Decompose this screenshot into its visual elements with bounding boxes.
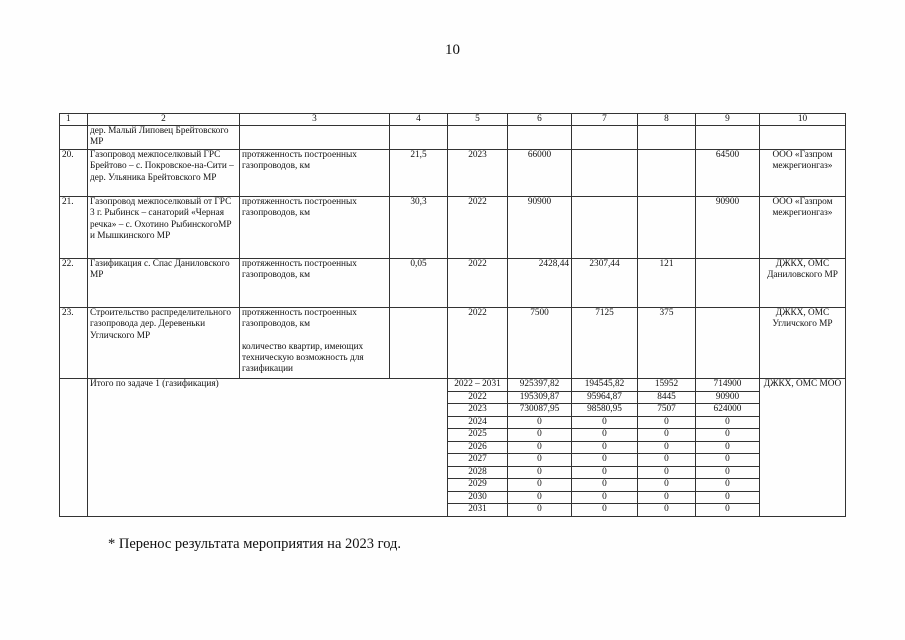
cell: 2022 [448,197,508,259]
cell: 0 [572,429,638,442]
header-cell: 3 [240,114,390,126]
cell [696,308,760,379]
cell: 0 [508,466,572,479]
total-year: 2024 [448,416,508,429]
total-year: 2022 [448,391,508,404]
cell: 90900 [696,391,760,404]
cell: 194545,82 [572,379,638,392]
indicator: протяженность построенных газопроводов, км [240,150,390,197]
cell [508,126,572,150]
activity-name: дер. Малый Липовец Брейтовского МР [88,126,240,150]
total-year: 2023 [448,404,508,417]
total-year: 2028 [448,466,508,479]
total-year: 2030 [448,491,508,504]
activity-name: Строительство распределительного газопровода дер. Деревеньки Угличского МР [88,308,240,379]
cell: 0 [638,466,696,479]
cell: 0 [508,441,572,454]
row-number: 23. [60,308,88,379]
cell: 90900 [508,197,572,259]
total-year: 2025 [448,429,508,442]
total-year: 2031 [448,504,508,517]
cell [390,126,448,150]
header-cell: 6 [508,114,572,126]
cell: 2428,44 [508,259,572,308]
page-number: 10 [445,42,460,58]
cell [696,126,760,150]
cell: 0 [638,454,696,467]
cell: 714900 [696,379,760,392]
cell: 0 [508,416,572,429]
cell: 2307,44 [572,259,638,308]
cell: 2022 [448,308,508,379]
cell: 7500 [508,308,572,379]
cell: 0 [638,504,696,517]
footnote: * Перенос результата мероприятия на 2023 год. [108,536,402,552]
executor: ДЖКХ, ОМС Даниловского МР [760,259,846,308]
cell [638,197,696,259]
cell: 0 [638,491,696,504]
cell [696,259,760,308]
cell: 0 [572,441,638,454]
activity-name: Газопровод межпоселковый от ГРС 3 г. Рыбинск – санаторий «Черная речка» – с. Охотино РыбинскогоМР и Мышкинского МР [88,197,240,259]
cell: 0 [572,466,638,479]
cell [572,197,638,259]
cell: 0 [572,416,638,429]
table-row [60,259,846,308]
cell [572,150,638,197]
cell [572,126,638,150]
cell: 0 [696,441,760,454]
executor [760,126,846,150]
table-row [60,150,846,197]
cell [448,126,508,150]
total-year: 2026 [448,441,508,454]
cell: 0 [508,491,572,504]
header-cell: 7 [572,114,638,126]
cell: 0 [696,466,760,479]
cell: 195309,87 [508,391,572,404]
program-table [59,113,846,517]
indicator-cell [240,308,390,379]
cell: 624000 [696,404,760,417]
cell: 0 [508,429,572,442]
indicator: протяженность построенных газопроводов, км [240,197,390,259]
row-number: 20. [60,150,88,197]
total-year: 2027 [448,454,508,467]
table-row [60,197,846,259]
cell: 0 [696,429,760,442]
cell: 66000 [508,150,572,197]
indicator-secondary: количество квартир, имеющих техническую возможность для газификации [242,341,364,375]
row-number: 22. [60,259,88,308]
header-cell: 2 [88,114,240,126]
cell: 7507 [638,404,696,417]
executor: ООО «Газпром межрегионгаз» [760,197,846,259]
cell: 0 [638,441,696,454]
cell: 0 [696,416,760,429]
total-label: Итого по задаче 1 (газификация) [88,379,448,517]
indicator: протяженность построенных газопроводов, км [240,259,390,308]
executor: ДЖКХ, ОМС МОО [760,379,846,517]
cell: 925397,82 [508,379,572,392]
cell: 0 [572,491,638,504]
cell: 0 [696,454,760,467]
cell: 90900 [696,197,760,259]
cell: 2022 [448,259,508,308]
total-year: 2022 – 2031 [448,379,508,392]
cell: 0 [572,479,638,492]
cell: 0 [696,504,760,517]
cell: 0 [638,416,696,429]
cell: 121 [638,259,696,308]
cell: 0 [508,504,572,517]
header-cell: 5 [448,114,508,126]
total-row [60,379,846,392]
cell: 98580,95 [572,404,638,417]
cell [638,126,696,150]
row-number: 21. [60,197,88,259]
row-number [60,379,88,517]
cell: 8445 [638,391,696,404]
table-row [60,308,846,379]
cell: 2023 [448,150,508,197]
header-row [60,114,846,126]
cell: 0 [572,454,638,467]
executor: ООО «Газпром межрегионгаз» [760,150,846,197]
activity-name: Газификация с. Спас Даниловского МР [88,259,240,308]
cell: 0 [572,504,638,517]
cell: 21,5 [390,150,448,197]
row-number [60,126,88,150]
cell: 0 [638,429,696,442]
activity-name: Газопровод межпоселковый ГРС Брейтово – с. Покровское-на-Сити – дер. Ульяника Брейтовского МР [88,150,240,197]
cell: 64500 [696,150,760,197]
cell: 0 [638,479,696,492]
cell: 0 [696,491,760,504]
cell: 0 [696,479,760,492]
executor: ДЖКХ, ОМС Угличского МР [760,308,846,379]
header-cell: 1 [60,114,88,126]
cell: 30,3 [390,197,448,259]
header-cell: 10 [760,114,846,126]
cell: 15952 [638,379,696,392]
cell: 0,05 [390,259,448,308]
indicator: протяженность построенных газопроводов, км [242,308,357,330]
cell [390,308,448,379]
cell: 375 [638,308,696,379]
total-year: 2029 [448,479,508,492]
header-cell: 9 [696,114,760,126]
cell: 95964,87 [572,391,638,404]
cell: 0 [508,479,572,492]
header-cell: 4 [390,114,448,126]
cell: 730087,95 [508,404,572,417]
indicator [240,126,390,150]
cell: 7125 [572,308,638,379]
header-cell: 8 [638,114,696,126]
cell [638,150,696,197]
cell: 0 [508,454,572,467]
table-row [60,126,846,150]
